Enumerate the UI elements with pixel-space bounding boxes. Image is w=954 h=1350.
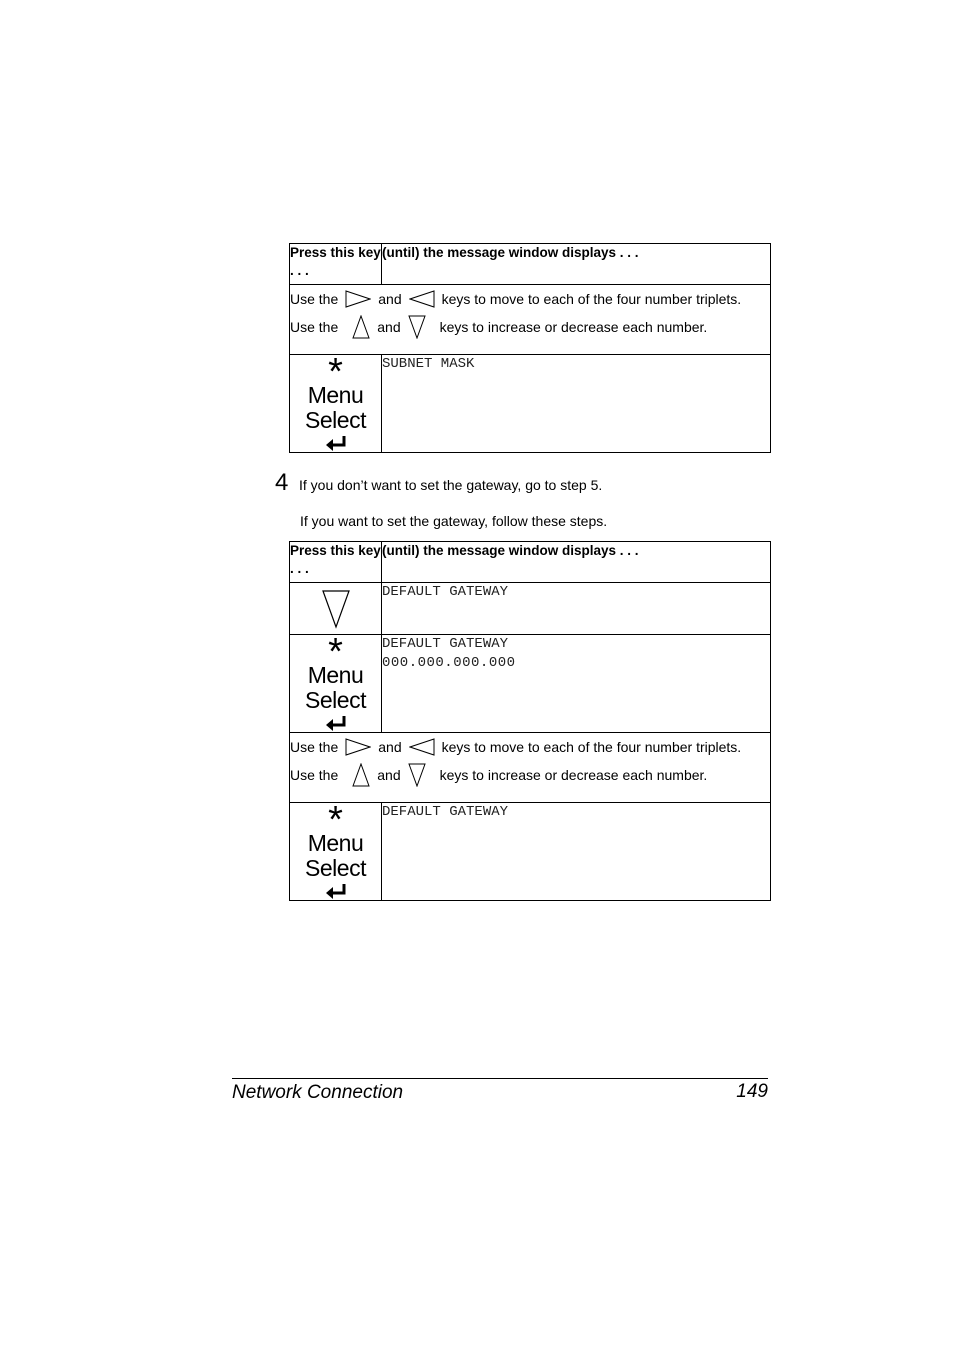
enter-arrow-icon	[325, 435, 347, 451]
instruction-line-left-right: Use the and keys to move to each of the four number triplets.	[290, 739, 742, 755]
step-text-followup: If you want to set the gateway, follow these steps.	[300, 513, 608, 529]
enter-arrow-icon	[325, 715, 347, 731]
header-press-key: Press this key . . .	[290, 542, 382, 583]
instruction-line-up-down: Use the and keys to increase or decrease each number.	[290, 761, 770, 789]
down-arrow-key-icon	[408, 763, 426, 787]
left-arrow-key-icon	[409, 290, 435, 308]
select-key-label: Select	[305, 855, 366, 881]
select-key-label: Select	[305, 687, 366, 713]
down-key-cell	[290, 583, 382, 635]
left-arrow-key-icon	[409, 738, 435, 756]
display-message-line-2: 000.000.000.000	[382, 655, 516, 671]
header-message-window: (until) the message window displays . . .	[382, 244, 771, 285]
menu-select-key	[290, 799, 381, 899]
enter-arrow-icon	[325, 883, 347, 899]
display-message	[382, 635, 771, 733]
menu-select-key-cell	[290, 631, 382, 733]
up-arrow-key-icon	[352, 763, 370, 787]
instruction-line-up-down: Use the and keys to increase or decrease each number.	[290, 313, 770, 341]
menu-select-key	[290, 631, 381, 731]
key-table-subnet	[289, 243, 771, 453]
right-arrow-key-icon	[345, 290, 371, 308]
display-message: DEFAULT GATEWAY	[382, 583, 771, 635]
display-message-line-1: DEFAULT GATEWAY	[382, 636, 509, 652]
footer-section-title: Network Connection	[232, 1082, 404, 1103]
down-arrow-key-icon	[408, 315, 426, 339]
header-press-key: Press this key . . .	[290, 244, 382, 285]
arrow-key-instructions	[290, 285, 771, 355]
menu-key-label: Menu	[307, 382, 364, 408]
step-4	[275, 469, 602, 497]
menu-select-key	[290, 351, 381, 451]
menu-select-key-cell	[290, 799, 382, 901]
step-text: If you don’t want to set the gateway, go to step 5.	[299, 477, 603, 493]
asterisk-icon: *	[328, 799, 343, 841]
menu-select-key-cell	[290, 351, 382, 453]
step-number: 4	[275, 469, 289, 496]
display-message: SUBNET MASK	[382, 355, 771, 453]
arrow-key-instructions	[290, 733, 771, 803]
menu-key-label: Menu	[307, 830, 364, 856]
footer-divider	[232, 1078, 768, 1079]
menu-key-label: Menu	[307, 662, 364, 688]
key-table-gateway	[289, 541, 771, 901]
instruction-line-left-right: Use the and keys to move to each of the four number triplets.	[290, 291, 742, 307]
asterisk-icon: *	[328, 351, 343, 393]
down-arrow-key-icon	[321, 589, 351, 629]
display-message: DEFAULT GATEWAY	[382, 803, 771, 901]
up-arrow-key-icon	[352, 315, 370, 339]
page-number: 149	[736, 1081, 768, 1102]
asterisk-icon: *	[328, 631, 343, 673]
header-message-window: (until) the message window displays . . .	[382, 542, 771, 583]
select-key-label: Select	[305, 407, 366, 433]
right-arrow-key-icon	[345, 738, 371, 756]
